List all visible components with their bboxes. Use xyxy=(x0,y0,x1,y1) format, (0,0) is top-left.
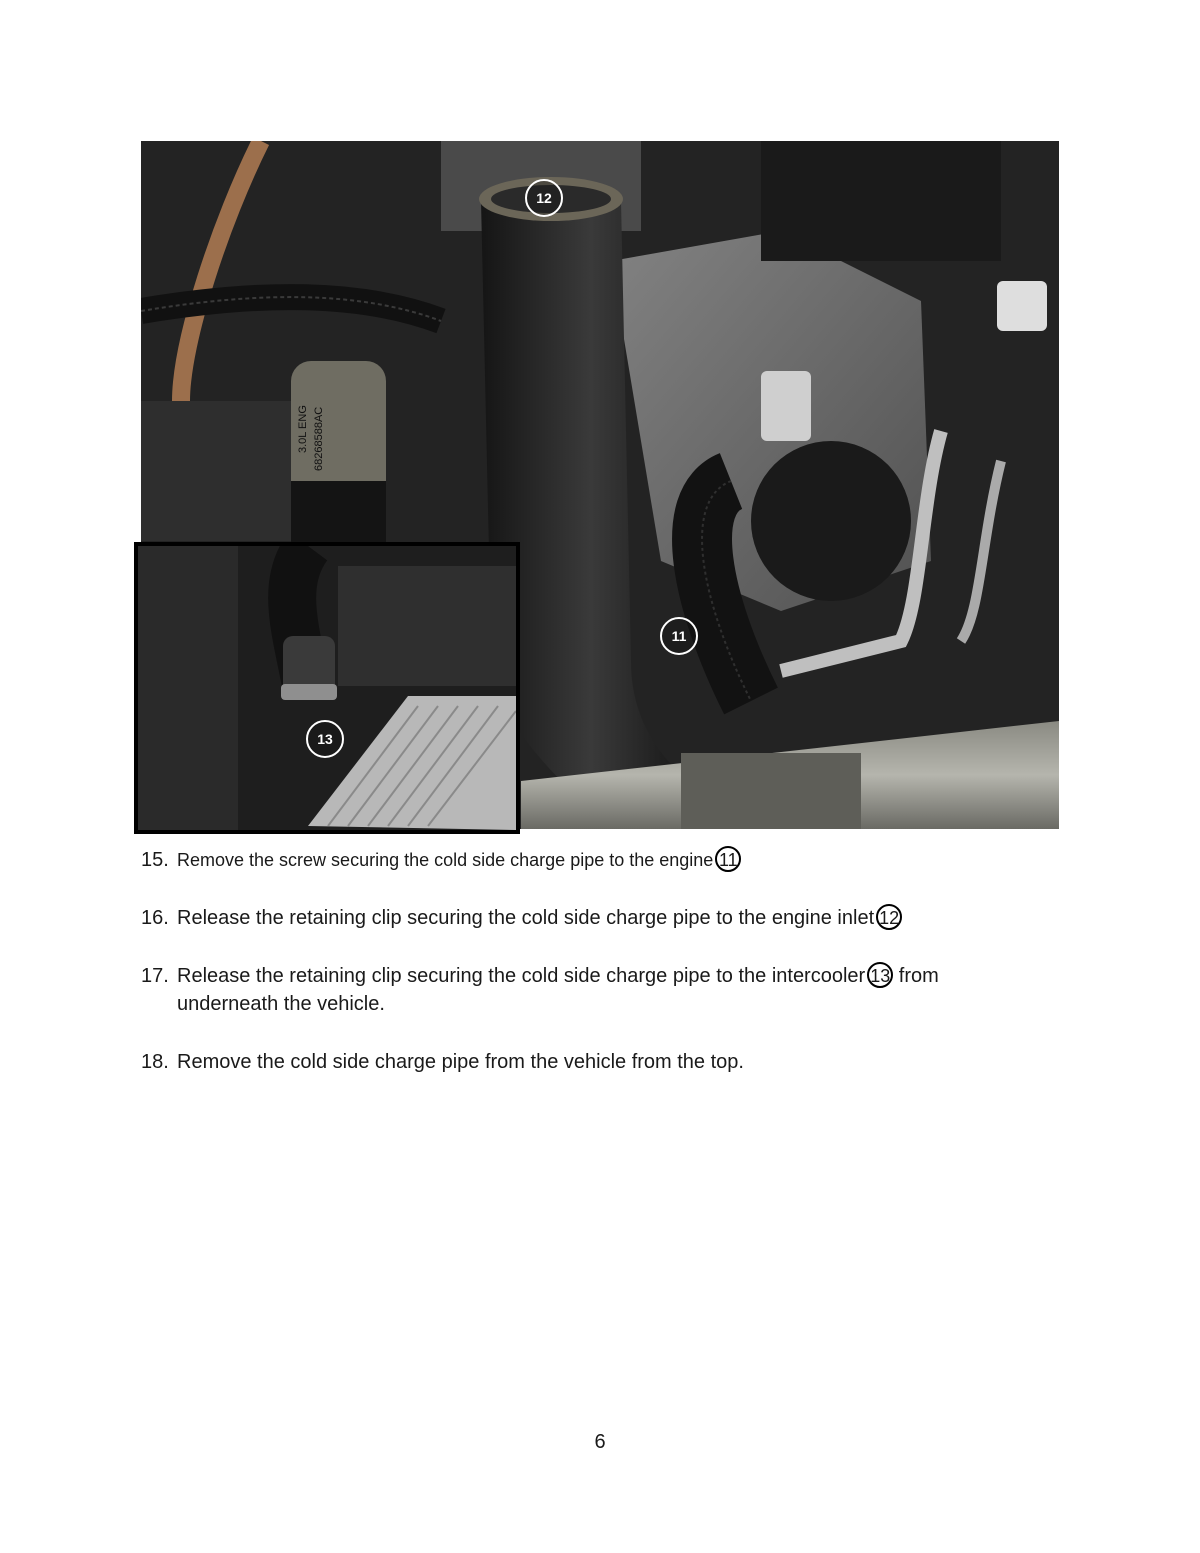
page-number: 6 xyxy=(594,1431,606,1453)
step-text: Remove the cold side charge pipe from the vehicle from the top. xyxy=(177,1051,744,1074)
step-ref-callout: 12 xyxy=(876,904,902,930)
callout-12: 12 xyxy=(525,179,563,217)
instruction-steps xyxy=(141,846,1041,1106)
step-number: 18. xyxy=(141,1051,169,1074)
step-16 xyxy=(141,904,1041,932)
step-ref-callout: 11 xyxy=(715,846,741,872)
callout-13: 13 xyxy=(306,720,344,758)
step-text: Remove the screw securing the cold side charge pipe to the engine xyxy=(177,850,714,870)
step-text: Release the retaining clip securing the cold side charge pipe to the engine inlet xyxy=(177,907,875,930)
step-18 xyxy=(141,1048,1041,1076)
inset-photo xyxy=(134,542,520,834)
step-text-continued: from underneath the vehicle. xyxy=(177,965,939,1016)
hose-label-line2: 68268588AC xyxy=(313,406,325,471)
step-number: 16. xyxy=(141,907,169,930)
step-ref-callout: 13 xyxy=(867,962,893,988)
intercooler-illustration xyxy=(138,546,516,830)
step-number: 15. xyxy=(141,849,169,871)
hose-label-line1: 3.0L ENG xyxy=(297,405,309,453)
step-15 xyxy=(141,846,1041,874)
step-number: 17. xyxy=(141,965,169,988)
step-17 xyxy=(141,962,1041,1018)
step-text: Release the retaining clip securing the cold side charge pipe to the intercooler xyxy=(177,965,866,988)
callout-11: 11 xyxy=(660,617,698,655)
